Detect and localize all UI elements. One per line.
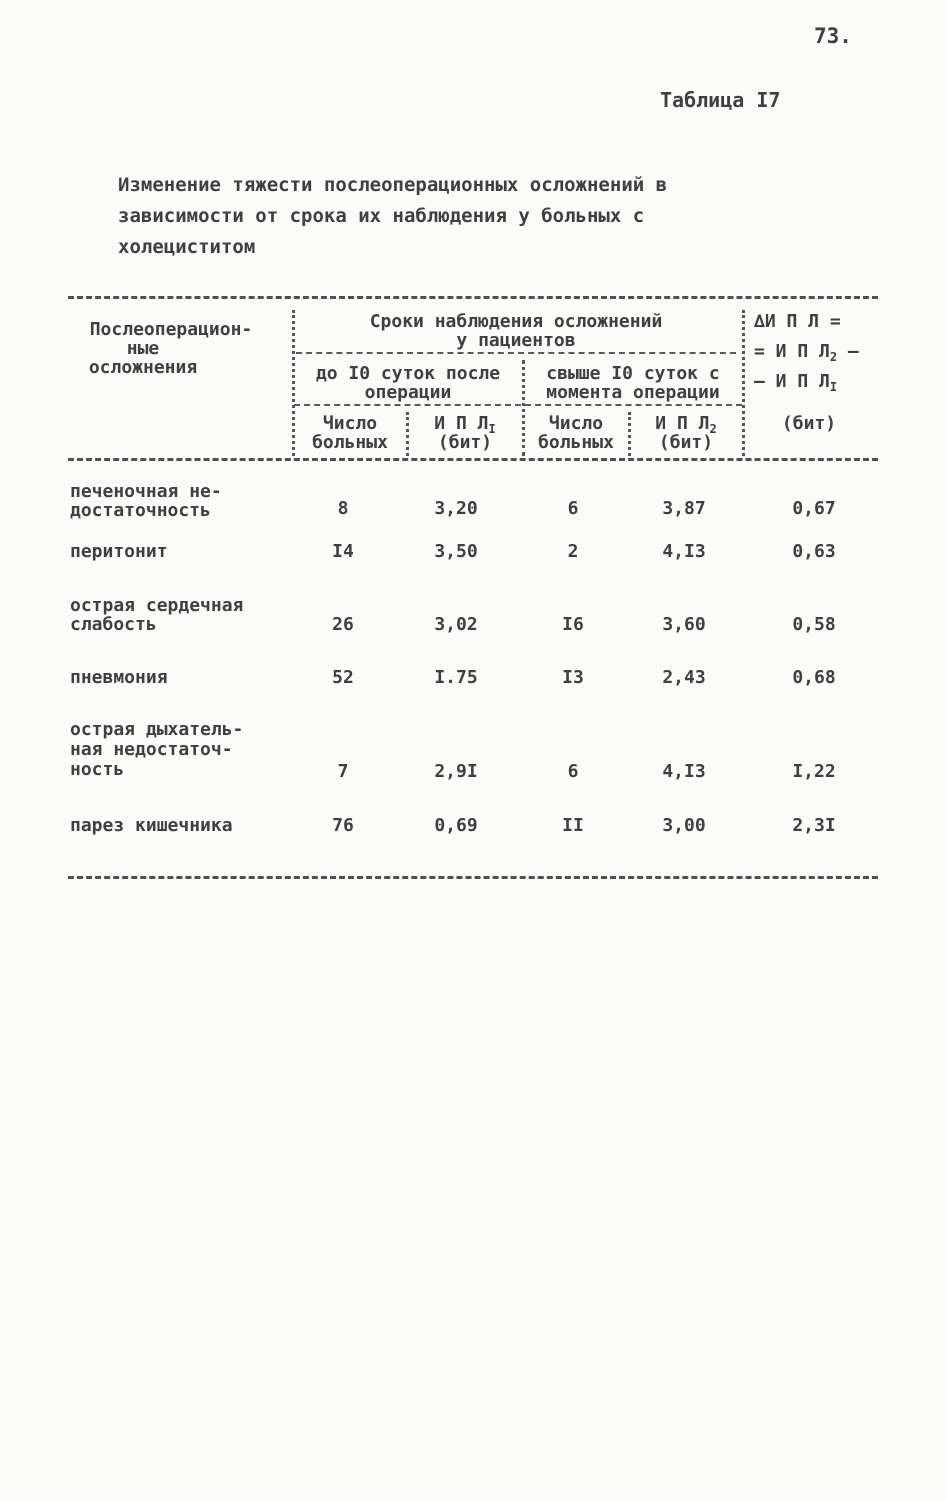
header-count-2: больных: [538, 432, 614, 453]
cell-count-2: 2: [567, 541, 579, 562]
cell-ipl-2: 3,87: [662, 498, 706, 519]
cell-count-2: I6: [562, 614, 584, 635]
complications-table: [68, 296, 878, 886]
table-top-rule: [68, 296, 878, 299]
cell-delta: 0,58: [792, 614, 836, 635]
column-separator: [742, 310, 745, 456]
header-delta: – И П $Л_I$: [754, 371, 838, 394]
cell-count-1: 26: [332, 614, 354, 635]
cell-ipl-2: 3,00: [662, 815, 706, 836]
cell-ipl-2: 2,43: [662, 667, 706, 688]
cell-count-1: 7: [337, 761, 349, 782]
row-name-line: ность: [70, 759, 125, 780]
column-separator: [522, 360, 525, 456]
cell-delta: 0,63: [792, 541, 836, 562]
cell-ipl-2: 3,60: [662, 614, 706, 635]
cell-ipl-1: 3,02: [434, 614, 478, 635]
cell-ipl-1: 3,20: [434, 498, 478, 519]
caption-line: холециститом: [118, 236, 256, 258]
header-complication-line: ные: [126, 338, 160, 359]
cell-ipl-1: I.75: [434, 667, 478, 688]
row-name-line: достаточность: [70, 500, 211, 521]
row-name-line: парез кишечника: [70, 815, 233, 836]
header-delta: = И П $Л_2$ –: [754, 341, 859, 364]
row-name-line: пневмония: [70, 667, 168, 688]
header-complication-line: осложнения: [88, 357, 198, 378]
header-count-1: больных: [312, 432, 388, 453]
header-bottom-rule: [68, 458, 878, 461]
row-name-line: острая сердечная: [70, 595, 244, 616]
header-period-group: Сроки наблюдения осложнений: [369, 311, 663, 332]
caption-line: зависимости от срока их наблюдения у больных с: [118, 205, 645, 227]
row-name-line: острая дыхатель-: [70, 719, 244, 740]
cell-ipl-2: 4,I3: [662, 761, 706, 782]
header-ipl-2: И П $Л_2$: [655, 413, 717, 436]
period-rule: [294, 404, 742, 406]
cell-ipl-1: 0,69: [434, 815, 478, 836]
header-period-1: операции: [364, 382, 452, 403]
header-count-1: Число: [322, 413, 378, 434]
row-name-line: ная недостаточ-: [70, 739, 233, 760]
table-caption: [118, 170, 758, 263]
cell-count-2: 6: [567, 498, 579, 519]
table-bottom-rule: [68, 876, 878, 879]
header-period-2: момента операции: [546, 382, 720, 403]
cell-ipl-2: 4,I3: [662, 541, 706, 562]
cell-ipl-1: 3,50: [434, 541, 478, 562]
header-period-2: свыше I0 суток с: [546, 363, 720, 384]
row-name-line: печеночная не-: [70, 481, 222, 502]
cell-count-2: I3: [562, 667, 584, 688]
header-ipl-2-unit: (бит): [658, 432, 714, 453]
header-ipl-1: И П $Л_I$: [434, 413, 496, 436]
cell-count-1: I4: [332, 541, 354, 562]
cell-delta: 2,3I: [792, 815, 836, 836]
page-number: 73.: [814, 24, 852, 48]
header-ipl-1-unit: (бит): [437, 432, 493, 453]
header-delta: ∆И П Л =: [754, 311, 841, 332]
cell-count-1: 52: [332, 667, 354, 688]
cell-delta: 0,68: [792, 667, 836, 688]
header-complication-line: Послеоперацион-: [89, 319, 253, 340]
header-count-2: Число: [548, 413, 604, 434]
header-period-group: у пациентов: [456, 330, 576, 351]
cell-count-1: 76: [332, 815, 354, 836]
row-name-line: перитонит: [70, 541, 168, 562]
cell-count-1: 8: [337, 498, 349, 519]
cell-ipl-1: 2,9I: [434, 761, 478, 782]
cell-delta: 0,67: [792, 498, 836, 519]
header-period-1: до I0 суток после: [315, 363, 501, 384]
cell-delta: I,22: [792, 761, 836, 782]
column-separator: [406, 412, 409, 456]
caption-line: Изменение тяжести послеоперационных осложнений в: [118, 174, 668, 196]
row-name-line: слабость: [70, 614, 157, 635]
cell-count-2: 6: [567, 761, 579, 782]
table-label: Таблица I7: [660, 88, 781, 112]
column-separator: [292, 310, 295, 456]
cell-count-2: II: [562, 815, 584, 836]
period-group-rule: [296, 352, 736, 354]
column-separator: [628, 412, 631, 456]
header-delta-unit: (бит): [781, 413, 837, 434]
